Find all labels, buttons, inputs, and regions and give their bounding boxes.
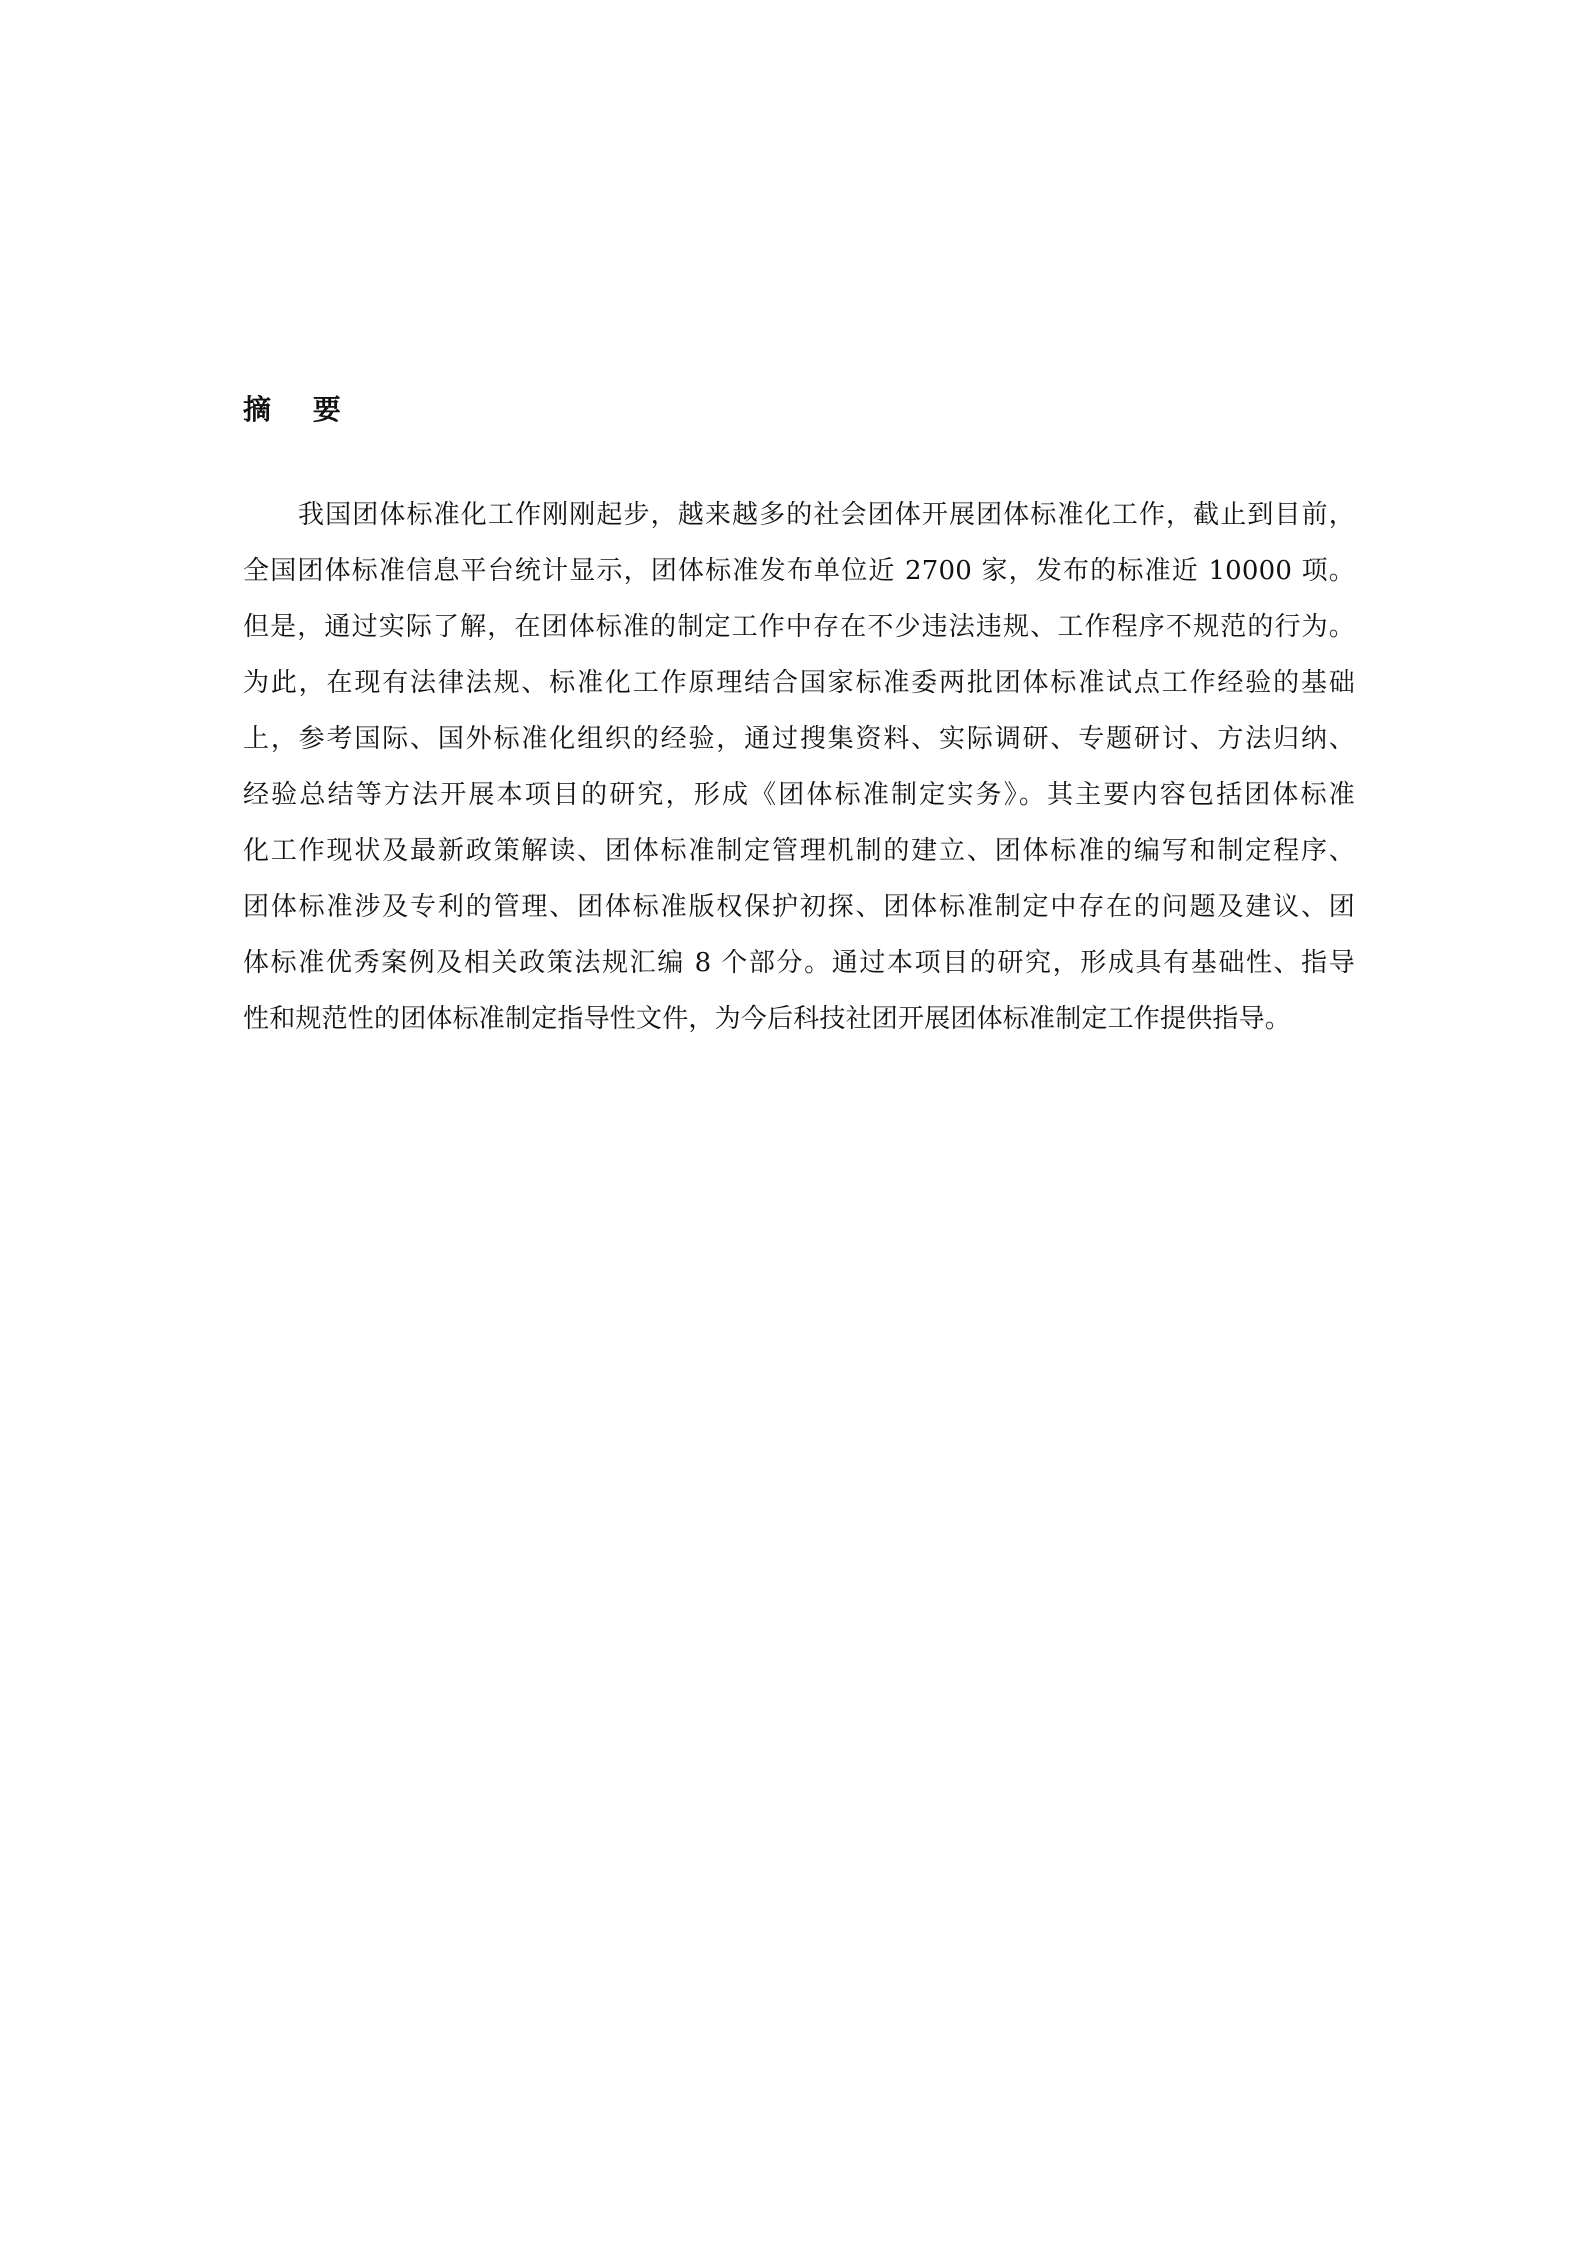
abstract-heading: 摘 要 (243, 393, 357, 426)
abstract-line: 性和规范性的团体标准制定指导性文件，为今后科技社团开展团体标准制定工作提供指导。 (243, 1004, 1292, 1034)
abstract-line: 上，参考国际、国外标准化组织的经验，通过搜集资料、实际调研、专题研讨、方法归纳、 (243, 724, 1355, 754)
abstract-line: 为此，在现有法律法规、标准化工作原理结合国家标准委两批团体标准试点工作经验的基础 (243, 668, 1355, 698)
abstract-line: 经验总结等方法开展本项目的研究，形成《团体标准制定实务》。其主要内容包括团体标准 (243, 780, 1355, 810)
abstract-line: 我国团体标准化工作刚刚起步，越来越多的社会团体开展团体标准化工作，截止到目前， (298, 500, 1355, 530)
abstract-line: 但是，通过实际了解，在团体标准的制定工作中存在不少违法违规、工作程序不规范的行为。 (243, 612, 1355, 642)
abstract-paragraph (243, 487, 1355, 1047)
abstract-line: 团体标准涉及专利的管理、团体标准版权保护初探、团体标准制定中存在的问题及建议、团 (243, 892, 1355, 922)
abstract-line: 全国团体标准信息平台统计显示，团体标准发布单位近 2700 家，发布的标准近 10000 项。 (243, 556, 1355, 586)
abstract-line: 体标准优秀案例及相关政策法规汇编 8 个部分。通过本项目的研究，形成具有基础性、指导 (243, 948, 1355, 978)
abstract-line: 化工作现状及最新政策解读、团体标准制定管理机制的建立、团体标准的编写和制定程序、 (243, 836, 1355, 866)
